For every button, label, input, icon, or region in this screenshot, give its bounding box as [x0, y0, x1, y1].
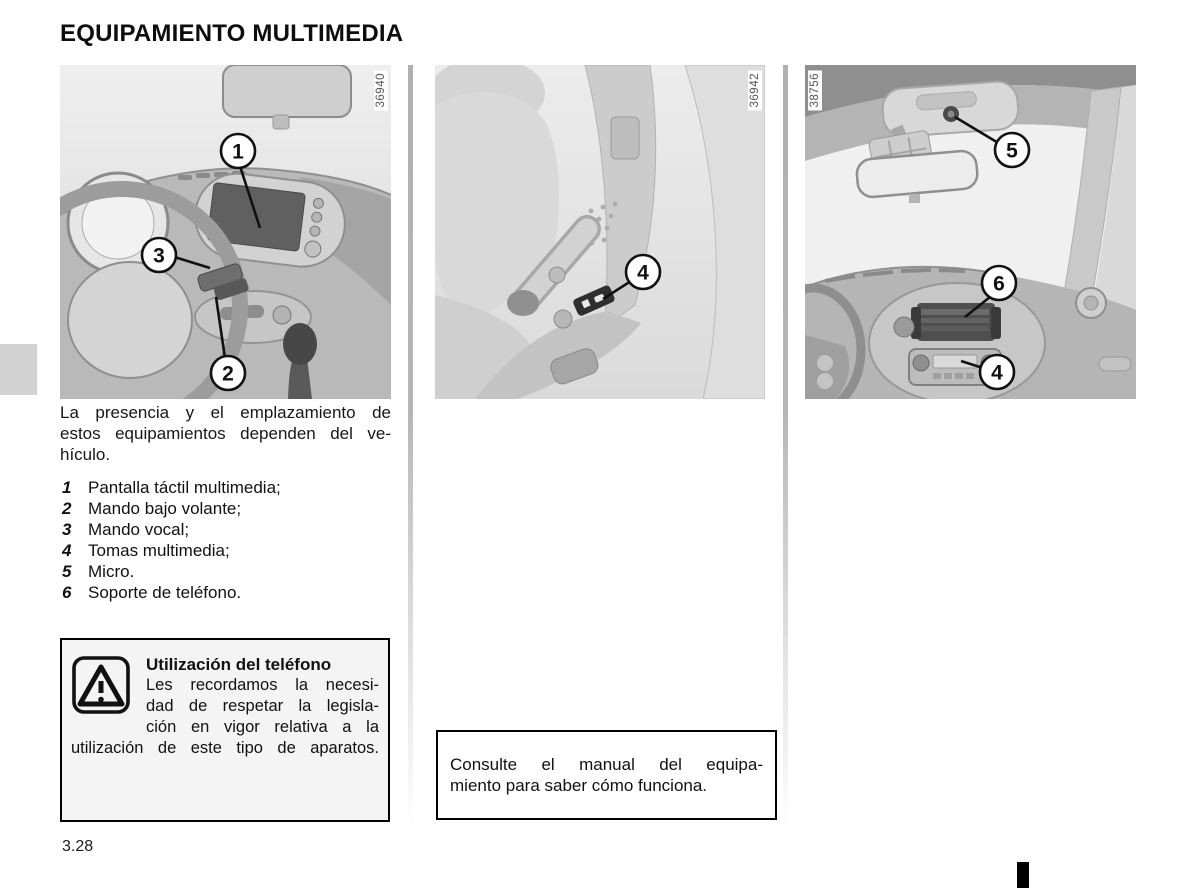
warning-line: dad de respetar la legisla-: [146, 697, 379, 715]
svg-text:5: 5: [1006, 139, 1018, 163]
svg-text:3: 3: [153, 244, 165, 268]
item-number: 4: [62, 541, 72, 560]
svg-text:1: 1: [232, 140, 244, 164]
callout-1: [221, 134, 255, 168]
callout-5: [995, 133, 1029, 167]
item-number: 6: [62, 583, 72, 602]
rearview-mirror: [223, 65, 351, 117]
note-box: [436, 730, 777, 820]
svg-text:6: 6: [993, 272, 1005, 296]
item-label: Mando vocal;: [88, 520, 190, 539]
seatbelt-anchor: [611, 117, 639, 159]
svg-text:4: 4: [991, 361, 1003, 385]
intro-line: La presencia y el emplazamiento de: [60, 403, 391, 422]
item-number: 2: [62, 499, 72, 518]
note-line: miento para saber cómo funciona.: [450, 776, 708, 795]
section-edge-tab: [0, 344, 37, 395]
item-label: Tomas multimedia;: [88, 541, 230, 560]
warning-line: utilización de este tipo de aparatos.: [71, 739, 379, 757]
list-item: [60, 519, 391, 540]
item-number: 5: [62, 562, 72, 581]
list-item: [60, 498, 391, 519]
note-line: Consulte el manual del equipa-: [450, 755, 763, 774]
callout-4: [980, 355, 1014, 389]
note-text: [450, 754, 763, 796]
callout-6: [982, 266, 1016, 300]
callout-2: [211, 356, 245, 390]
column-divider: [408, 65, 413, 830]
corner-print-mark: [1017, 862, 1029, 888]
figure-mic-cradle: [805, 65, 1136, 399]
list-item: [60, 477, 391, 498]
warning-line: ción en vigor relativa a la: [146, 718, 379, 736]
dashboard-illustration: [60, 65, 391, 399]
figure-seat-console: [435, 65, 765, 399]
warning-title: Utilización del teléfono: [146, 655, 332, 674]
figure-dashboard: [60, 65, 391, 399]
page-number: 3.28: [62, 838, 94, 855]
warning-line: Les recordamos la necesi-: [146, 676, 379, 694]
item-label: Pantalla táctil multimedia;: [88, 478, 281, 497]
mic-cradle-illustration: [805, 65, 1136, 399]
callout-3: [142, 238, 176, 272]
svg-text:2: 2: [222, 362, 234, 386]
figure-ref-number: 36942: [748, 70, 762, 110]
list-item: [60, 561, 391, 582]
seat-console-illustration: [435, 65, 765, 399]
item-label: Micro.: [88, 562, 135, 581]
warning-box: [60, 638, 390, 822]
intro-line: hículo.: [60, 445, 111, 464]
list-item: [60, 540, 391, 561]
door-handle: [1099, 357, 1131, 371]
item-number: 3: [62, 520, 72, 539]
list-item: [60, 582, 391, 603]
figure-ref-number: 38756: [808, 70, 822, 110]
intro-paragraph: [60, 402, 391, 465]
intro-line: estos equipamientos dependen del ve-: [60, 424, 391, 443]
callout-4: [626, 255, 660, 289]
warning-text: [71, 654, 379, 759]
svg-text:4: 4: [637, 261, 649, 285]
item-number: 1: [62, 478, 72, 497]
column-divider: [783, 65, 788, 830]
item-label: Mando bajo volante;: [88, 499, 242, 518]
item-label: Soporte de teléfono.: [88, 583, 242, 602]
figure-ref-number: 36940: [374, 70, 388, 110]
page-title: EQUIPAMIENTO MULTIMEDIA: [60, 20, 404, 47]
equipment-list: [60, 477, 391, 603]
